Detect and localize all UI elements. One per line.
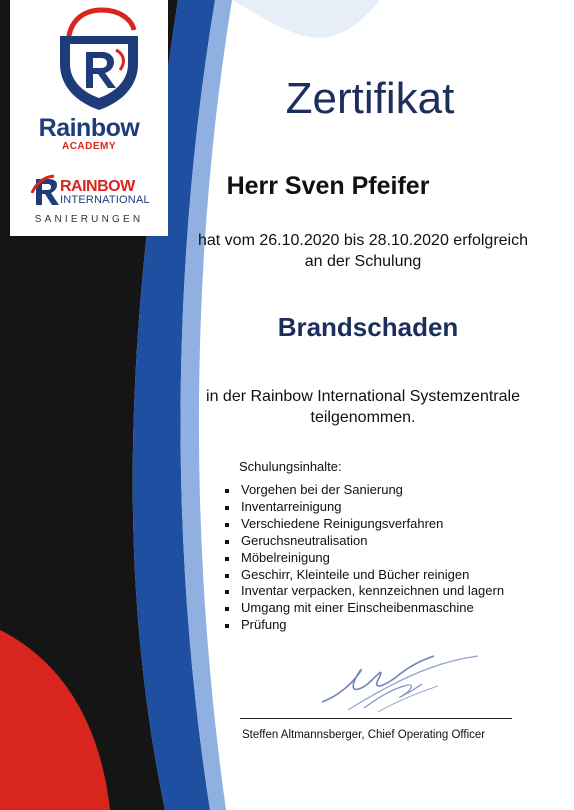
list-item: Geschirr, Kleinteile und Bücher reinigen <box>222 567 504 584</box>
intro-text <box>176 230 550 272</box>
signatory-name: Steffen Altmannsberger, Chief Operating Officer <box>242 729 486 741</box>
signature-image <box>318 650 490 720</box>
intro-line-1: hat vom 26.10.2020 bis 28.10.2020 erfolgreich <box>197 232 528 249</box>
intl-rainbow-label: RAINBOW <box>60 178 135 195</box>
certificate-title: Zertifikat <box>285 74 455 123</box>
list-item: Inventarreinigung <box>222 499 504 516</box>
list-item: Inventar verpacken, kennzeichnen und lagern <box>222 583 504 600</box>
logo-panel <box>10 0 168 236</box>
list-item: Geruchsneutralisation <box>222 533 504 550</box>
list-item: Verschiedene Reinigungsverfahren <box>222 516 504 533</box>
signature-line <box>240 718 512 719</box>
recipient-name: Herr Sven Pfeifer <box>226 172 430 200</box>
list-item: Vorgehen bei der Sanierung <box>222 482 504 499</box>
location-text <box>176 386 550 428</box>
location-line-2: teilgenommen. <box>310 409 416 426</box>
brand-name: Rainbow <box>38 114 140 142</box>
brand-subtitle: ACADEMY <box>61 141 117 152</box>
rainbow-international-r-icon <box>30 173 60 209</box>
contents-list <box>222 482 504 634</box>
intl-sanierungen-label: SANIERUNGEN <box>34 214 144 225</box>
intro-line-2: an der Schulung <box>304 253 422 270</box>
contents-heading: Schulungsinhalte: <box>239 459 342 474</box>
list-item: Umgang mit einer Einscheibenmaschine <box>222 600 504 617</box>
rainbow-academy-shield-icon <box>54 6 144 112</box>
list-item: Prüfung <box>222 617 504 634</box>
list-item: Möbelreinigung <box>222 550 504 567</box>
location-line-1: in der Rainbow International Systemzentrale <box>206 388 520 405</box>
course-name: Brandschaden <box>277 312 459 342</box>
intl-international-label: INTERNATIONAL <box>60 194 150 206</box>
